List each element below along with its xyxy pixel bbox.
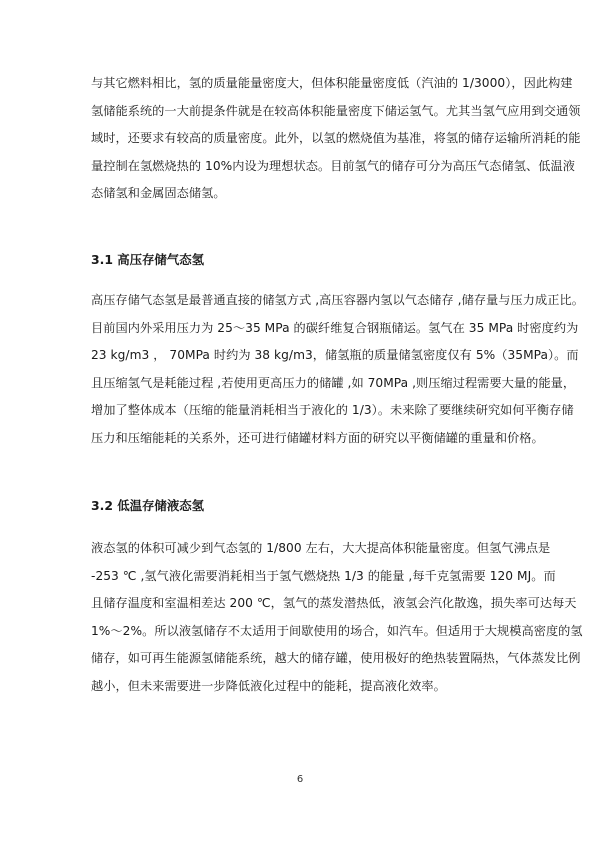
text-line: 与其它燃料相比，氢的质量能量密度大，但体积能量密度低（汽油的 1/3000），因此构建	[91, 76, 573, 90]
text-line: 23 kg/m3 ， 70MPa 时约为 38 kg/m3，储氢瓶的质量储氢密度仅有 5%（35MPa）。而	[91, 348, 579, 362]
text-line: 且压缩氢气是耗能过程 ,若使用更高压力的储罐 ,如 70MPa ,则压缩过程需要大量的能量，	[91, 375, 576, 390]
text-line: 高压存储气态氢是最普通直接的储氢方式 ,高压容器内氢以气态储存 ,储存量与压力成正比。	[91, 293, 584, 307]
section-heading-3-1: 3.1 高压存储气态氢	[91, 252, 204, 267]
text-line: -253 ℃ ,氢气液化需要消耗相当于氢气燃烧热 1/3 的能量 ,每千克氢需要 120 MJ。而	[91, 568, 556, 583]
text-line: 增加了整体成本（压缩的能量消耗相当于液化的 1/3）。未来除了要继续研究如何平衡存储	[91, 403, 574, 417]
page-number: 6	[296, 774, 304, 785]
intro-paragraph	[91, 70, 581, 208]
text-line: 压力和压缩能耗的关系外，还可进行储罐材料方面的研究以平衡储罐的重量和价格。	[91, 430, 544, 445]
text-line: 目前国内外采用压力为 25～35 MPa 的碳纤维复合钢瓶储运。氢气在 35 MPa 时密度约为	[91, 320, 579, 335]
section-3-2-paragraph	[91, 535, 583, 700]
text-line: 1%～2%。所以液氢储存不太适用于间歇使用的场合，如汽车。但适用于大规模高密度的氢	[91, 623, 583, 638]
text-line: 且储存温度和室温相差达 200 ℃，氢气的蒸发潜热低，液氢会汽化散逸，损失率可达每天	[91, 596, 577, 610]
text-line: 越小，但未来需要进一步降低液化过程中的能耗，提高液化效率。	[91, 678, 446, 693]
text-line: 域时，还要求有较高的质量密度。此外，以氢的燃烧值为基准，将氢的储存运输所消耗的能	[91, 131, 581, 145]
text-line: 储存，如可再生能源氢储能系统，越大的储存罐，使用极好的绝热装置隔热，气体蒸发比例	[91, 651, 581, 665]
text-line: 量控制在氢燃烧热的 10%内设为理想状态。目前氢气的储存可分为高压气态储氢、低温液	[91, 158, 575, 173]
text-line: 氢储能系统的一大前提条件就是在较高体积能量密度下储运氢气。尤其当氢气应用到交通领	[91, 103, 581, 118]
text-line: 态储氢和金属固态储氢。	[91, 186, 226, 200]
section-heading-3-2: 3.2 低温存储液态氢	[91, 498, 204, 513]
section-3-1-paragraph	[91, 287, 584, 452]
text-line: 液态氢的体积可减少到气态氢的 1/800 左右，大大提高体积能量密度。但氢气沸点是	[91, 541, 551, 555]
